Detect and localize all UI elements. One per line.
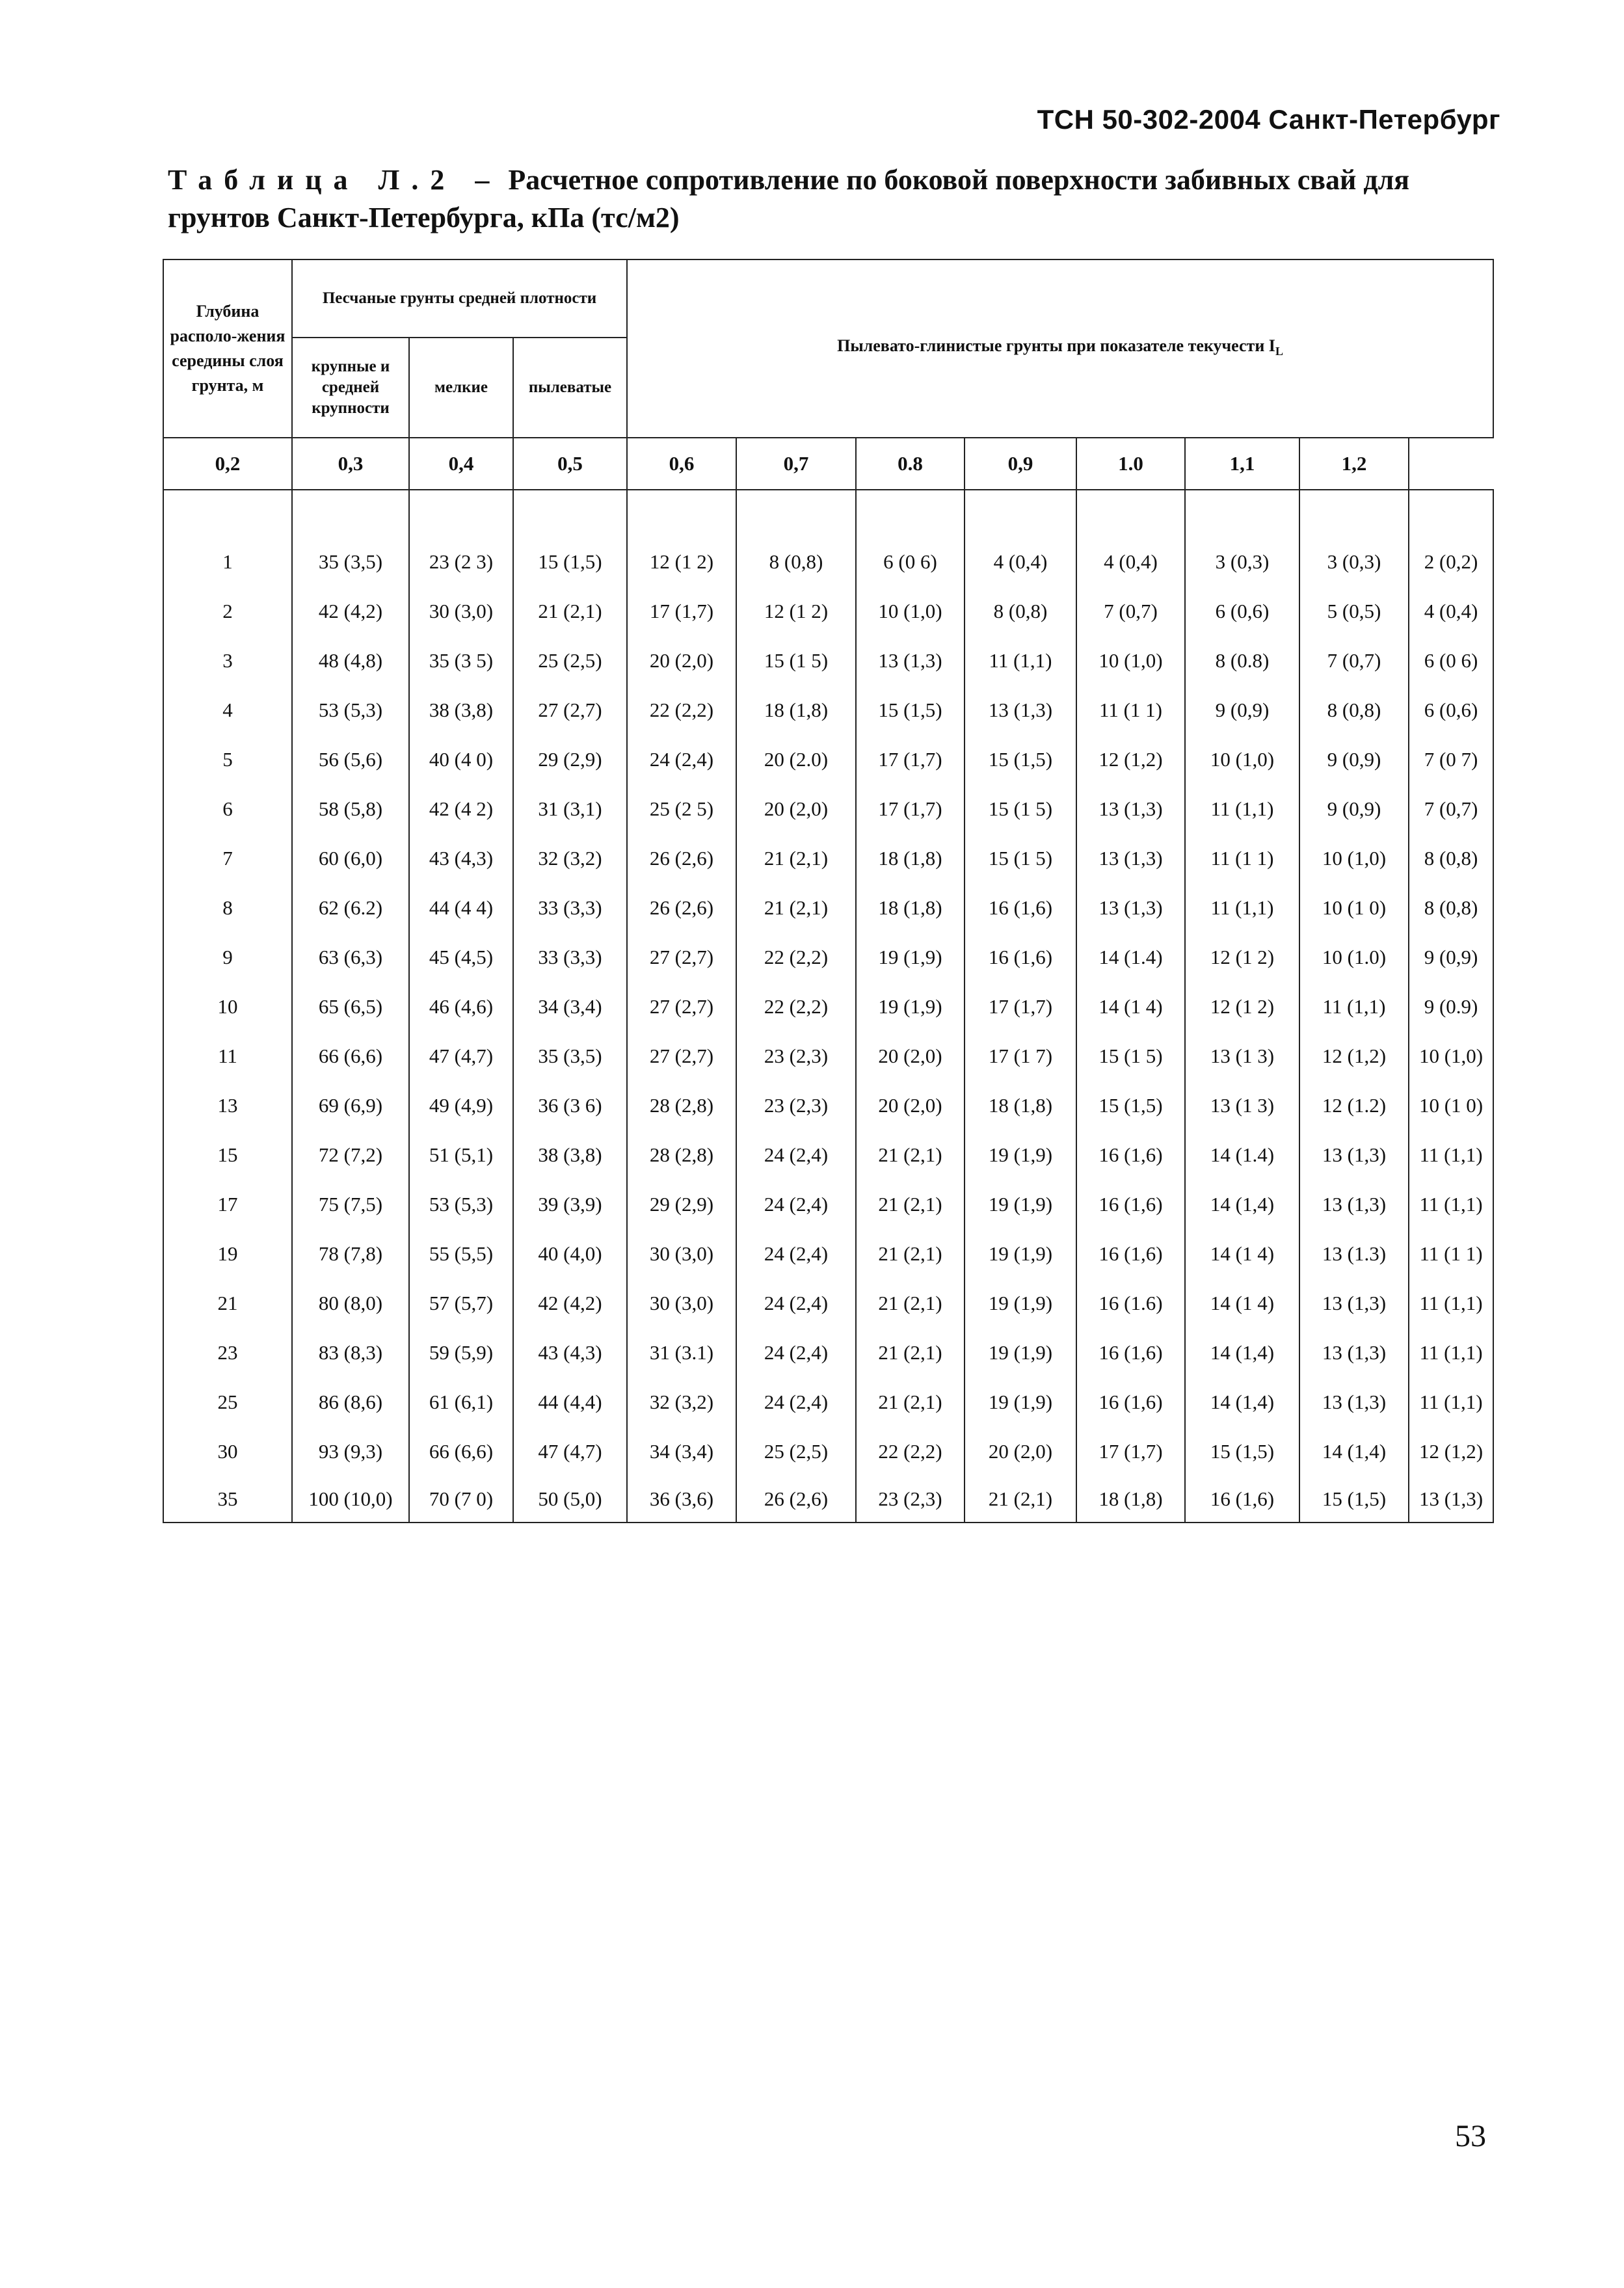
resistance-cell: 16 (1,6): [1076, 1130, 1185, 1180]
resistance-cell: 14 (1 4): [1185, 1229, 1299, 1279]
resistance-cell: 10 (1,0): [1409, 1031, 1493, 1081]
resistance-cell: 18 (1,8): [736, 685, 856, 735]
resistance-cell: 12 (1 2): [1185, 982, 1299, 1031]
resistance-cell: 51 (5,1): [409, 1130, 513, 1180]
resistance-cell: 16 (1,6): [1076, 1377, 1185, 1427]
resistance-cell: 32 (3,2): [627, 1377, 736, 1427]
resistance-cell: 17 (1,7): [856, 784, 965, 834]
resistance-cell: 34 (3,4): [513, 982, 627, 1031]
resistance-cell: 21 (2,1): [856, 1229, 965, 1279]
table-row: [163, 685, 1493, 735]
resistance-cell: 65 (6,5): [292, 982, 409, 1031]
header-row-1: [163, 259, 1493, 338]
resistance-cell: 22 (2,2): [856, 1427, 965, 1476]
resistance-cell: 11 (1 1): [1409, 1229, 1493, 1279]
resistance-cell: 13 (1,3): [1299, 1377, 1409, 1427]
table-caption: [168, 161, 1501, 237]
depth-cell: 7: [163, 834, 292, 883]
resistance-cell: 9 (0,9): [1299, 784, 1409, 834]
resistance-cell: 15 (1,5): [513, 537, 627, 587]
table-row: [163, 735, 1493, 784]
resistance-cell: 13 (1,3): [1076, 883, 1185, 933]
resistance-cell: 19 (1,9): [965, 1328, 1076, 1377]
resistance-cell: 19 (1,9): [965, 1377, 1076, 1427]
resistance-cell: 14 (1 4): [1185, 1279, 1299, 1328]
resistance-cell: 6 (0,6): [1185, 587, 1299, 636]
resistance-cell: 13 (1,3): [1299, 1328, 1409, 1377]
resistance-cell: 24 (2,4): [627, 735, 736, 784]
resistance-cell: 14 (1,4): [1299, 1427, 1409, 1476]
index-value: 0,9: [965, 438, 1076, 490]
resistance-cell: 10 (1,0): [856, 587, 965, 636]
resistance-cell: 7 (0,7): [1076, 587, 1185, 636]
resistance-cell: 16 (1.6): [1076, 1279, 1185, 1328]
resistance-cell: 19 (1,9): [856, 982, 965, 1031]
resistance-cell: 10 (1,0): [1185, 735, 1299, 784]
resistance-cell: 5 (0,5): [1299, 587, 1409, 636]
resistance-cell: 9 (0,9): [1185, 685, 1299, 735]
resistance-cell: 50 (5,0): [513, 1476, 627, 1523]
resistance-cell: 53 (5,3): [292, 685, 409, 735]
resistance-cell: 22 (2,2): [736, 933, 856, 982]
resistance-cell: 16 (1,6): [965, 933, 1076, 982]
index-value: 1.0: [1076, 438, 1185, 490]
clay-group-header: [627, 259, 1493, 438]
resistance-cell: 13 (1,3): [1076, 834, 1185, 883]
resistance-cell: 55 (5,5): [409, 1229, 513, 1279]
resistance-cell: 22 (2,2): [627, 685, 736, 735]
resistance-cell: 23 (2,3): [856, 1476, 965, 1523]
resistance-cell: 60 (6,0): [292, 834, 409, 883]
table-row: [163, 1427, 1493, 1476]
resistance-cell: 3 (0,3): [1185, 537, 1299, 587]
resistance-cell: 15 (1,5): [1185, 1427, 1299, 1476]
resistance-cell: 30 (3,0): [409, 587, 513, 636]
resistance-cell: 16 (1,6): [1076, 1180, 1185, 1229]
resistance-cell: 53 (5,3): [409, 1180, 513, 1229]
resistance-cell: 9 (0,9): [1299, 735, 1409, 784]
resistance-cell: 33 (3,3): [513, 933, 627, 982]
depth-cell: 21: [163, 1279, 292, 1328]
resistance-cell: 36 (3,6): [627, 1476, 736, 1523]
resistance-cell: 47 (4,7): [513, 1427, 627, 1476]
resistance-cell: 14 (1.4): [1076, 933, 1185, 982]
resistance-cell: 36 (3 6): [513, 1081, 627, 1130]
depth-cell: 11: [163, 1031, 292, 1081]
index-value: 0,5: [513, 438, 627, 490]
resistance-cell: 24 (2,4): [736, 1229, 856, 1279]
resistance-cell: 6 (0,6): [1409, 685, 1493, 735]
resistance-cell: 21 (2,1): [856, 1377, 965, 1427]
resistance-cell: 11 (1,1): [1409, 1180, 1493, 1229]
resistance-cell: 21 (2,1): [513, 587, 627, 636]
depth-cell: 3: [163, 636, 292, 685]
resistance-cell: 20 (2,0): [856, 1081, 965, 1130]
resistance-cell: 30 (3,0): [627, 1279, 736, 1328]
resistance-cell: 11 (1,1): [1409, 1328, 1493, 1377]
resistance-cell: 31 (3.1): [627, 1328, 736, 1377]
resistance-cell: 24 (2,4): [736, 1377, 856, 1427]
resistance-cell: 75 (7,5): [292, 1180, 409, 1229]
index-value: 0,6: [627, 438, 736, 490]
table-row: [163, 1279, 1493, 1328]
resistance-cell: 11 (1,1): [1409, 1377, 1493, 1427]
depth-cell: 23: [163, 1328, 292, 1377]
page-number: 53: [1455, 2119, 1486, 2153]
resistance-cell: 14 (1 4): [1076, 982, 1185, 1031]
resistance-cell: 10 (1,0): [1299, 834, 1409, 883]
resistance-cell: 14 (1.4): [1185, 1130, 1299, 1180]
resistance-cell: 56 (5,6): [292, 735, 409, 784]
depth-cell: 25: [163, 1377, 292, 1427]
index-value: 1,2: [1299, 438, 1409, 490]
depth-cell: 15: [163, 1130, 292, 1180]
depth-cell: 8: [163, 883, 292, 933]
resistance-cell: 72 (7,2): [292, 1130, 409, 1180]
resistance-cell: 4 (0,4): [1409, 587, 1493, 636]
resistance-cell: 23 (2 3): [409, 537, 513, 587]
resistance-cell: 21 (2,1): [965, 1476, 1076, 1523]
resistance-cell: 16 (1,6): [1076, 1328, 1185, 1377]
depth-cell: 2: [163, 587, 292, 636]
resistance-cell: 6 (0 6): [856, 537, 965, 587]
resistance-cell: 7 (0,7): [1299, 636, 1409, 685]
resistance-cell: 66 (6,6): [409, 1427, 513, 1476]
resistance-cell: 38 (3,8): [409, 685, 513, 735]
resistance-cell: 16 (1,6): [1076, 1229, 1185, 1279]
resistance-cell: 8 (0,8): [1409, 883, 1493, 933]
depth-cell: 19: [163, 1229, 292, 1279]
resistance-cell: 8 (0.8): [1185, 636, 1299, 685]
depth-cell: 17: [163, 1180, 292, 1229]
resistance-cell: 21 (2,1): [856, 1328, 965, 1377]
resistance-cell: 100 (10,0): [292, 1476, 409, 1523]
resistance-cell: 26 (2,6): [627, 883, 736, 933]
resistance-cell: 13 (1,3): [1299, 1279, 1409, 1328]
resistance-cell: 44 (4 4): [409, 883, 513, 933]
resistance-cell: 42 (4 2): [409, 784, 513, 834]
resistance-cell: 23 (2,3): [736, 1031, 856, 1081]
resistance-cell: 13 (1 3): [1185, 1031, 1299, 1081]
resistance-cell: 11 (1,1): [1185, 784, 1299, 834]
resistance-cell: 18 (1,8): [856, 834, 965, 883]
table-row: [163, 1328, 1493, 1377]
index-value: 0,2: [163, 438, 292, 490]
resistance-cell: 34 (3,4): [627, 1427, 736, 1476]
resistance-cell: 38 (3,8): [513, 1130, 627, 1180]
resistance-cell: 24 (2,4): [736, 1180, 856, 1229]
resistance-cell: 25 (2,5): [513, 636, 627, 685]
resistance-cell: 24 (2,4): [736, 1328, 856, 1377]
resistance-cell: 29 (2,9): [627, 1180, 736, 1229]
resistance-cell: 15 (1 5): [736, 636, 856, 685]
resistance-table: [163, 259, 1494, 1523]
index-value: 0,4: [409, 438, 513, 490]
index-header-row: [163, 438, 1493, 490]
resistance-cell: 43 (4,3): [513, 1328, 627, 1377]
resistance-table-container: [163, 259, 1493, 1523]
table-row: [163, 636, 1493, 685]
resistance-cell: 66 (6,6): [292, 1031, 409, 1081]
resistance-cell: 57 (5,7): [409, 1279, 513, 1328]
resistance-cell: 11 (1,1): [965, 636, 1076, 685]
resistance-cell: 27 (2,7): [627, 1031, 736, 1081]
resistance-cell: 8 (0,8): [1299, 685, 1409, 735]
resistance-cell: 17 (1,7): [856, 735, 965, 784]
resistance-cell: 20 (2,0): [965, 1427, 1076, 1476]
resistance-cell: 12 (1,2): [1299, 1031, 1409, 1081]
table-row: [163, 1377, 1493, 1427]
resistance-cell: 35 (3 5): [409, 636, 513, 685]
resistance-cell: 15 (1 5): [965, 784, 1076, 834]
resistance-cell: 29 (2,9): [513, 735, 627, 784]
resistance-cell: 10 (1 0): [1299, 883, 1409, 933]
resistance-cell: 19 (1,9): [965, 1180, 1076, 1229]
resistance-cell: 13 (1,3): [1076, 784, 1185, 834]
sand-coarse-header: крупные и средней крупности: [292, 338, 409, 438]
resistance-cell: 13 (1,3): [1409, 1476, 1493, 1523]
resistance-cell: 13 (1 3): [1185, 1081, 1299, 1130]
resistance-cell: 18 (1,8): [965, 1081, 1076, 1130]
sand-silty-header: пылеватые: [513, 338, 627, 438]
resistance-cell: 42 (4,2): [513, 1279, 627, 1328]
resistance-cell: 4 (0,4): [965, 537, 1076, 587]
sand-group-header: Песчаные грунты средней плотности: [292, 259, 627, 338]
resistance-cell: 16 (1,6): [965, 883, 1076, 933]
resistance-cell: 69 (6,9): [292, 1081, 409, 1130]
clay-group-header-text: Пылевато-глинистые грунты при показателе текучести I: [837, 336, 1275, 355]
resistance-cell: 21 (2,1): [856, 1180, 965, 1229]
resistance-cell: 62 (6.2): [292, 883, 409, 933]
resistance-cell: 10 (1 0): [1409, 1081, 1493, 1130]
resistance-cell: 19 (1,9): [965, 1279, 1076, 1328]
resistance-cell: 32 (3,2): [513, 834, 627, 883]
resistance-cell: 28 (2,8): [627, 1130, 736, 1180]
resistance-cell: 20 (2,0): [856, 1031, 965, 1081]
resistance-cell: 49 (4,9): [409, 1081, 513, 1130]
resistance-cell: 19 (1,9): [965, 1229, 1076, 1279]
index-value: 0.8: [856, 438, 965, 490]
resistance-cell: 27 (2,7): [627, 982, 736, 1031]
resistance-cell: 44 (4,4): [513, 1377, 627, 1427]
resistance-cell: 8 (0,8): [1409, 834, 1493, 883]
resistance-cell: 83 (8,3): [292, 1328, 409, 1377]
resistance-cell: 4 (0,4): [1076, 537, 1185, 587]
resistance-cell: 31 (3,1): [513, 784, 627, 834]
table-row: [163, 1031, 1493, 1081]
table-row: [163, 1081, 1493, 1130]
depth-column-header: Глубина располо-жения середины слоя грунта, м: [163, 259, 292, 438]
resistance-cell: 24 (2,4): [736, 1130, 856, 1180]
resistance-cell: 25 (2,5): [736, 1427, 856, 1476]
index-value: 0,7: [736, 438, 856, 490]
resistance-cell: 14 (1,4): [1185, 1328, 1299, 1377]
table-caption-text: Расчетное сопротивление по боковой поверхности забивных свай для грунтов Санкт-Петербурга, кПа (тс/м2): [168, 164, 1410, 233]
resistance-cell: 8 (0,8): [965, 587, 1076, 636]
resistance-cell: 9 (0.9): [1409, 982, 1493, 1031]
resistance-cell: 45 (4,5): [409, 933, 513, 982]
resistance-cell: 26 (2,6): [736, 1476, 856, 1523]
resistance-cell: 26 (2,6): [627, 834, 736, 883]
resistance-cell: 63 (6,3): [292, 933, 409, 982]
resistance-cell: 11 (1,1): [1409, 1279, 1493, 1328]
depth-cell: 10: [163, 982, 292, 1031]
table-caption-lead: Таблица Л.2 –: [168, 164, 501, 196]
table-row: [163, 933, 1493, 982]
table-row: [163, 537, 1493, 587]
depth-cell: 9: [163, 933, 292, 982]
resistance-cell: 28 (2,8): [627, 1081, 736, 1130]
clay-group-header-subscript: L: [1275, 345, 1283, 358]
depth-cell: 30: [163, 1427, 292, 1476]
resistance-cell: 15 (1 5): [965, 834, 1076, 883]
resistance-cell: 18 (1,8): [856, 883, 965, 933]
resistance-cell: 15 (1 5): [1076, 1031, 1185, 1081]
index-value: 0,3: [292, 438, 409, 490]
resistance-cell: 30 (3,0): [627, 1229, 736, 1279]
resistance-cell: 3 (0,3): [1299, 537, 1409, 587]
resistance-cell: 15 (1,5): [1076, 1081, 1185, 1130]
resistance-cell: 23 (2,3): [736, 1081, 856, 1130]
resistance-cell: 93 (9,3): [292, 1427, 409, 1476]
resistance-cell: 19 (1,9): [856, 933, 965, 982]
resistance-cell: 19 (1,9): [965, 1130, 1076, 1180]
resistance-cell: 12 (1 2): [627, 537, 736, 587]
resistance-cell: 15 (1,5): [856, 685, 965, 735]
depth-cell: 13: [163, 1081, 292, 1130]
index-value: 1,1: [1185, 438, 1299, 490]
resistance-cell: 20 (2.0): [736, 735, 856, 784]
resistance-cell: 86 (8,6): [292, 1377, 409, 1427]
resistance-cell: 7 (0 7): [1409, 735, 1493, 784]
resistance-cell: 24 (2,4): [736, 1279, 856, 1328]
table-row: [163, 982, 1493, 1031]
resistance-cell: 27 (2,7): [513, 685, 627, 735]
depth-cell: 4: [163, 685, 292, 735]
spacer-row: [163, 490, 1493, 537]
resistance-cell: 27 (2,7): [627, 933, 736, 982]
resistance-cell: 14 (1,4): [1185, 1377, 1299, 1427]
resistance-cell: 35 (3,5): [292, 537, 409, 587]
resistance-cell: 7 (0,7): [1409, 784, 1493, 834]
table-row: [163, 784, 1493, 834]
table-row: [163, 1130, 1493, 1180]
resistance-cell: 25 (2 5): [627, 784, 736, 834]
document-id-header: ТСН 50-302-2004 Санкт-Петербург: [1037, 104, 1500, 135]
resistance-cell: 21 (2,1): [856, 1279, 965, 1328]
resistance-cell: 21 (2,1): [736, 834, 856, 883]
resistance-cell: 14 (1,4): [1185, 1180, 1299, 1229]
resistance-cell: 20 (2,0): [736, 784, 856, 834]
resistance-cell: 12 (1 2): [1185, 933, 1299, 982]
resistance-cell: 22 (2,2): [736, 982, 856, 1031]
resistance-cell: 39 (3,9): [513, 1180, 627, 1229]
resistance-cell: 80 (8,0): [292, 1279, 409, 1328]
resistance-cell: 17 (1 7): [965, 1031, 1076, 1081]
resistance-cell: 11 (1,1): [1299, 982, 1409, 1031]
resistance-cell: 11 (1 1): [1076, 685, 1185, 735]
resistance-cell: 70 (7 0): [409, 1476, 513, 1523]
resistance-cell: 11 (1,1): [1409, 1130, 1493, 1180]
resistance-cell: 12 (1,2): [1076, 735, 1185, 784]
resistance-cell: 12 (1.2): [1299, 1081, 1409, 1130]
table-row: [163, 883, 1493, 933]
resistance-cell: 11 (1 1): [1185, 834, 1299, 883]
resistance-cell: 10 (1.0): [1299, 933, 1409, 982]
resistance-cell: 10 (1,0): [1076, 636, 1185, 685]
resistance-cell: 78 (7,8): [292, 1229, 409, 1279]
resistance-cell: 35 (3,5): [513, 1031, 627, 1081]
resistance-cell: 13 (1,3): [965, 685, 1076, 735]
resistance-cell: 9 (0,9): [1409, 933, 1493, 982]
resistance-cell: 12 (1 2): [736, 587, 856, 636]
resistance-cell: 42 (4,2): [292, 587, 409, 636]
resistance-cell: 21 (2,1): [736, 883, 856, 933]
resistance-cell: 43 (4,3): [409, 834, 513, 883]
resistance-cell: 12 (1,2): [1409, 1427, 1493, 1476]
resistance-cell: 16 (1,6): [1185, 1476, 1299, 1523]
resistance-cell: 17 (1,7): [1076, 1427, 1185, 1476]
resistance-cell: 11 (1,1): [1185, 883, 1299, 933]
table-row: [163, 1476, 1493, 1523]
resistance-cell: 17 (1,7): [627, 587, 736, 636]
resistance-cell: 13 (1,3): [1299, 1130, 1409, 1180]
resistance-cell: 2 (0,2): [1409, 537, 1493, 587]
resistance-cell: 61 (6,1): [409, 1377, 513, 1427]
resistance-cell: 17 (1,7): [965, 982, 1076, 1031]
resistance-cell: 46 (4,6): [409, 982, 513, 1031]
resistance-cell: 13 (1.3): [1299, 1229, 1409, 1279]
resistance-cell: 15 (1,5): [1299, 1476, 1409, 1523]
resistance-cell: 18 (1,8): [1076, 1476, 1185, 1523]
resistance-cell: 6 (0 6): [1409, 636, 1493, 685]
resistance-cell: 20 (2,0): [627, 636, 736, 685]
sand-fine-header: мелкие: [409, 338, 513, 438]
table-row: [163, 834, 1493, 883]
depth-cell: 6: [163, 784, 292, 834]
resistance-cell: 13 (1,3): [856, 636, 965, 685]
resistance-cell: 40 (4 0): [409, 735, 513, 784]
resistance-cell: 48 (4,8): [292, 636, 409, 685]
resistance-cell: 13 (1,3): [1299, 1180, 1409, 1229]
resistance-cell: 58 (5,8): [292, 784, 409, 834]
resistance-cell: 33 (3,3): [513, 883, 627, 933]
resistance-cell: 8 (0,8): [736, 537, 856, 587]
depth-cell: 1: [163, 537, 292, 587]
table-body: [163, 490, 1493, 1523]
resistance-cell: 40 (4,0): [513, 1229, 627, 1279]
depth-cell: 35: [163, 1476, 292, 1523]
resistance-cell: 59 (5,9): [409, 1328, 513, 1377]
table-row: [163, 587, 1493, 636]
resistance-cell: 47 (4,7): [409, 1031, 513, 1081]
depth-cell: 5: [163, 735, 292, 784]
resistance-cell: 21 (2,1): [856, 1130, 965, 1180]
table-row: [163, 1180, 1493, 1229]
table-row: [163, 1229, 1493, 1279]
resistance-cell: 15 (1,5): [965, 735, 1076, 784]
